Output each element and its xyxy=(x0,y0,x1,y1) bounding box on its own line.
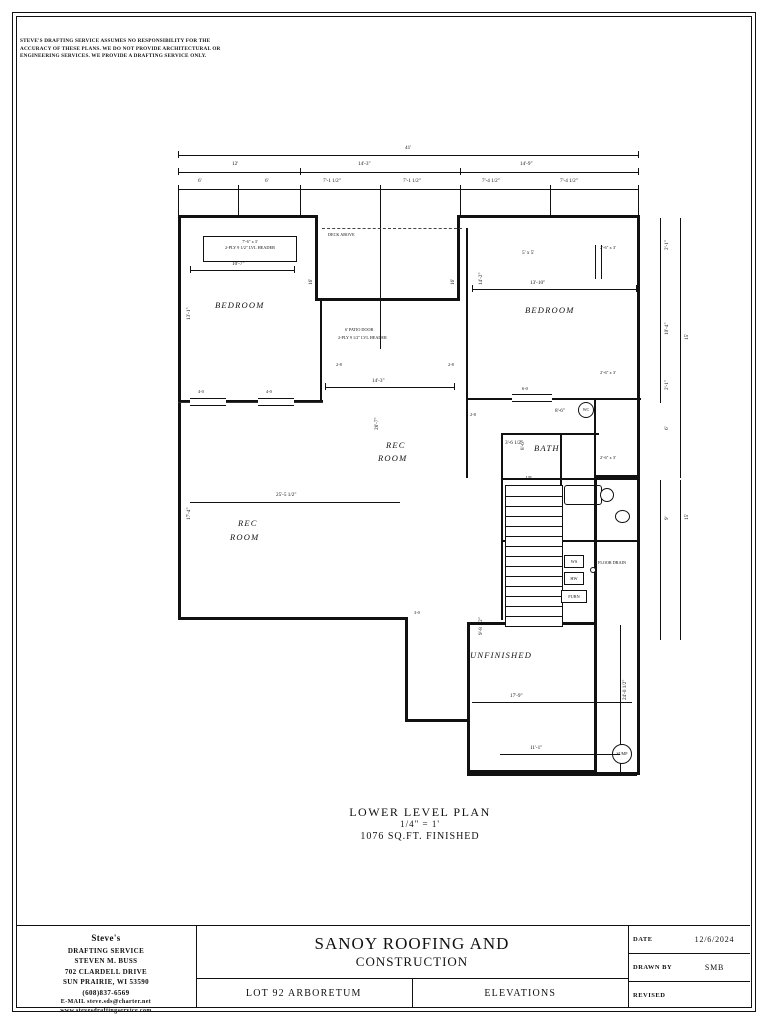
room-label-rec-2: REC xyxy=(238,518,258,528)
project-lot: LOT 92 ARBORETUM xyxy=(196,979,413,1007)
drawn-by-value: SMB xyxy=(704,963,725,972)
dim-bath-w: 8'-6" xyxy=(555,408,565,414)
toilet-icon xyxy=(600,488,614,502)
dim-top-b: 14'-3" xyxy=(358,161,371,167)
dim-unfin-b: 11'-1" xyxy=(530,745,543,751)
dim-bath-h: 8'-6" xyxy=(520,440,526,450)
patio-door-note-2: 2-PLY 9 1/2" LVL HEADER xyxy=(338,335,387,340)
door-2-8-b: 2-8 xyxy=(448,362,454,367)
date-label: DATE xyxy=(633,936,653,943)
plan-scale: 1/4" = 1' xyxy=(400,819,440,829)
dim-unfin-h: 9'-8 1/2" xyxy=(478,617,484,635)
furnace-box: FURN xyxy=(561,590,587,603)
dim-right-7: 15' xyxy=(684,513,690,520)
header-note-line1: 7'-6" x 3' xyxy=(242,239,258,244)
window-40-b: 4-0 xyxy=(266,389,272,394)
wc-icon: WC xyxy=(578,402,594,418)
revised-label: REVISED xyxy=(633,992,666,999)
water-softener-box: WS xyxy=(564,555,584,568)
floor-drain-note: FLOOR DRAIN xyxy=(598,560,627,565)
dim-bed2-h: 14'-2" xyxy=(478,272,484,285)
company-website: www.stevesdraftingservice.com xyxy=(60,1008,152,1014)
window-26x3-c: 2'-6" x 3' xyxy=(600,455,616,460)
dim-bed2-w: 13'-10" xyxy=(530,280,546,286)
dim-right-8: 24'-0 1/2" xyxy=(622,679,628,700)
dim-overall-top: 41' xyxy=(405,145,412,151)
dim-left-rec: 17'-4" xyxy=(186,507,192,520)
dim-bed-h-2: 16' xyxy=(450,278,456,285)
date-value: 12/6/2024 xyxy=(694,935,735,944)
dim-right-6: 9' xyxy=(664,516,670,520)
floor-plan xyxy=(160,140,690,842)
window-60: 6-0 xyxy=(522,386,528,391)
room-label-bath: BATH xyxy=(534,443,560,453)
revised-row xyxy=(628,982,750,1009)
room-label-unfinished: UNFINISHED xyxy=(470,650,533,660)
sheet-name: ELEVATIONS xyxy=(484,987,557,999)
room-label-bedroom-2: BEDROOM xyxy=(525,305,575,315)
header-note-line2: 2-PLY 9 1/2" LVL HEADER xyxy=(224,245,276,251)
company-street: 702 CLARDELL DRIVE xyxy=(64,967,148,976)
door-2-8-a: 2-8 xyxy=(336,362,342,367)
window-26x3-b: 2'-6" x 3' xyxy=(600,370,616,375)
sink-icon xyxy=(615,510,630,523)
dim-sub-2: 6' xyxy=(265,178,269,184)
dim-rec-vert: 28'-7" xyxy=(374,417,380,430)
dim-right-3: 15' xyxy=(684,333,690,340)
dim-right-2: 10'-4" xyxy=(664,322,670,335)
title-block xyxy=(16,925,750,1014)
dim-bed-h-1: 16' xyxy=(308,278,314,285)
dim-left-bed: 13'-1" xyxy=(186,307,192,320)
drawn-by-row xyxy=(628,954,750,982)
dim-right-5: 6' xyxy=(664,426,670,430)
room-label-rec-room-2: ROOM xyxy=(230,532,260,542)
dim-top-a: 12' xyxy=(232,161,239,167)
dim-right-4: 2'-1" xyxy=(664,380,670,390)
dim-patio-w: 14'-3" xyxy=(372,378,385,384)
project-name-line2: CONSTRUCTION xyxy=(355,954,469,969)
dim-sub-1: 6' xyxy=(198,178,202,184)
window-26x3-a: 2'-6" x 3' xyxy=(600,245,616,250)
dim-sub-5: 7'-4 1/2" xyxy=(482,178,500,184)
window-40-a: 4-0 xyxy=(198,389,204,394)
stairs-up-label: UP xyxy=(526,475,532,480)
title-block-project xyxy=(196,926,629,1007)
dim-sub-3: 7'-1 1/2" xyxy=(323,178,341,184)
stairs xyxy=(505,485,563,627)
dim-bed-w-1: 10'-7" xyxy=(232,261,245,267)
project-name-line1: SANOY ROOFING AND xyxy=(314,934,510,953)
header-note-box xyxy=(203,236,297,262)
water-heater-box: HW xyxy=(564,572,584,585)
company-phone: (608)837-6569 xyxy=(82,988,130,997)
disclaimer-text: STEVE'S DRAFTING SERVICE ASSUMES NO RESPONSIBILITY FOR THE ACCURACY OF THESE PLANS. WE DO NOT PROVIDE ARCHITECTURAL OR ENGINEERING SERVICES. WE PROVIDE A DRAFTING SERVICE ONLY. xyxy=(20,38,221,60)
door-3-0: 3-0 xyxy=(414,610,420,615)
patio-door-note-1: 6' PATIO DOOR xyxy=(345,327,374,332)
dim-sub-6: 7'-4 1/2" xyxy=(560,178,578,184)
door-2-8-c: 2-8 xyxy=(470,412,476,417)
dim-top-c: 14'-9" xyxy=(520,161,533,167)
title-block-company xyxy=(16,926,197,1014)
room-label-rec-1: REC xyxy=(386,440,406,450)
company-owner: STEVEN M. BUSS xyxy=(74,957,138,965)
dim-sub-4: 7'-1 1/2" xyxy=(403,178,421,184)
room-label-bedroom-1: BEDROOM xyxy=(215,300,265,310)
bathtub xyxy=(564,485,602,505)
room-label-rec-room-1: ROOM xyxy=(378,453,408,463)
dim-win-5x5: 5' x 5' xyxy=(522,250,535,256)
company-city: SUN PRAIRIE, WI 53590 xyxy=(62,978,150,986)
dim-unfin-w: 17'-9" xyxy=(510,693,523,699)
sump-icon: SUMP xyxy=(612,744,632,764)
deck-above-note: DECK ABOVE xyxy=(328,232,355,237)
dim-rec-horiz: 25'-5 1/2" xyxy=(276,492,297,498)
company-email: E-MAIL steve.sds@charter.net xyxy=(60,999,152,1005)
title-block-meta xyxy=(628,926,750,1007)
plan-title: LOWER LEVEL PLAN xyxy=(349,805,491,819)
dim-bath-d: 3'-6 1/2" xyxy=(505,440,523,446)
company-name: Steve's xyxy=(91,933,121,943)
plan-area: 1076 SQ.FT. FINISHED xyxy=(360,831,480,842)
dim-right-1: 2'-1" xyxy=(664,240,670,250)
company-subtitle: DRAFTING SERVICE xyxy=(67,946,145,955)
date-row xyxy=(628,926,750,954)
drawn-by-label: DRAWN BY xyxy=(633,964,673,971)
